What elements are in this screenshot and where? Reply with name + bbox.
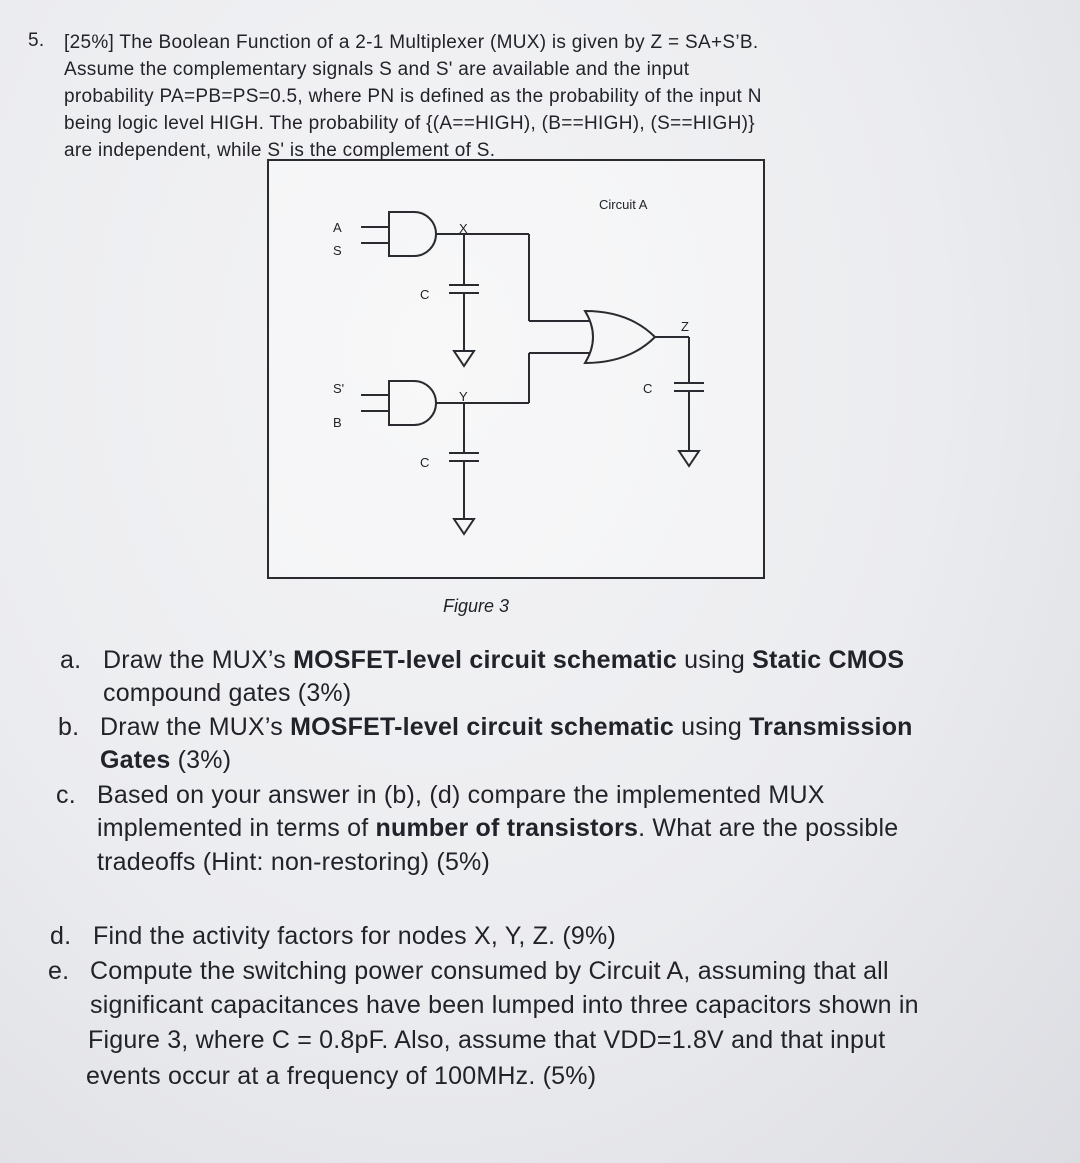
label-z: Z (681, 319, 689, 334)
part-a-label: a. (60, 646, 82, 674)
circuit-schematic (269, 161, 763, 577)
part-d-line-1: Find the activity factors for nodes X, Y, Z. (9%) (93, 922, 616, 950)
label-x: X (459, 221, 468, 236)
part-b-label: b. (58, 713, 80, 741)
part-e-line-2: significant capacitances have been lumped into three capacitors shown in (90, 991, 919, 1019)
part-e-line-4: events occur at a frequency of 100MHz. (5%) (86, 1062, 597, 1090)
label-s-bar: S' (333, 381, 345, 396)
problem-line-2: Assume the complementary signals S and S' are available and the input (64, 59, 690, 80)
part-e-label: e. (48, 957, 70, 985)
problem-line-5: are independent, while S' is the complement of S. (64, 140, 496, 161)
part-e-line-3: Figure 3, where C = 0.8pF. Also, assume that VDD=1.8V and that input (88, 1026, 886, 1054)
part-b-line-2: Gates (3%) (100, 746, 232, 774)
and-gate-1 (389, 212, 436, 256)
label-b: B (333, 415, 342, 430)
label-c1: C (420, 287, 430, 302)
ground-2 (454, 519, 474, 534)
problem-line-3: probability PA=PB=PS=0.5, where PN is defined as the probability of the input N (64, 86, 762, 107)
part-d-label: d. (50, 922, 72, 950)
part-a-line-1: Draw the MUX’s MOSFET-level circuit schematic using Static CMOS (103, 646, 905, 674)
and-gate-2 (389, 381, 436, 425)
label-s: S (333, 243, 342, 258)
part-b-line-1: Draw the MUX’s MOSFET-level circuit schematic using Transmission (100, 713, 913, 741)
label-c2: C (420, 455, 430, 470)
part-c-line-2: implemented in terms of number of transistors. What are the possible (97, 814, 899, 842)
problem-line-4: being logic level HIGH. The probability of {(A==HIGH), (B==HIGH), (S==HIGH)} (64, 113, 755, 134)
part-c-line-1: Based on your answer in (b), (d) compare the implemented MUX (97, 781, 825, 809)
ground-1 (454, 351, 474, 366)
problem-number: 5. (28, 30, 45, 51)
part-c-label: c. (56, 781, 76, 809)
problem-line-1: [25%] The Boolean Function of a 2-1 Multiplexer (MUX) is given by Z = SA+S’B. (64, 32, 759, 53)
label-a: A (333, 220, 342, 235)
or-gate (585, 311, 655, 363)
figure-caption: Figure 3 (443, 596, 510, 616)
ground-3 (679, 451, 699, 466)
circuit-title: Circuit A (599, 197, 648, 212)
circuit-figure (267, 159, 765, 579)
part-c-line-3: tradeoffs (Hint: non-restoring) (5%) (97, 848, 491, 876)
label-c3: C (643, 381, 653, 396)
label-y: Y (459, 389, 468, 404)
part-a-line-2: compound gates (3%) (103, 679, 352, 707)
part-e-line-1: Compute the switching power consumed by Circuit A, assuming that all (90, 957, 889, 985)
